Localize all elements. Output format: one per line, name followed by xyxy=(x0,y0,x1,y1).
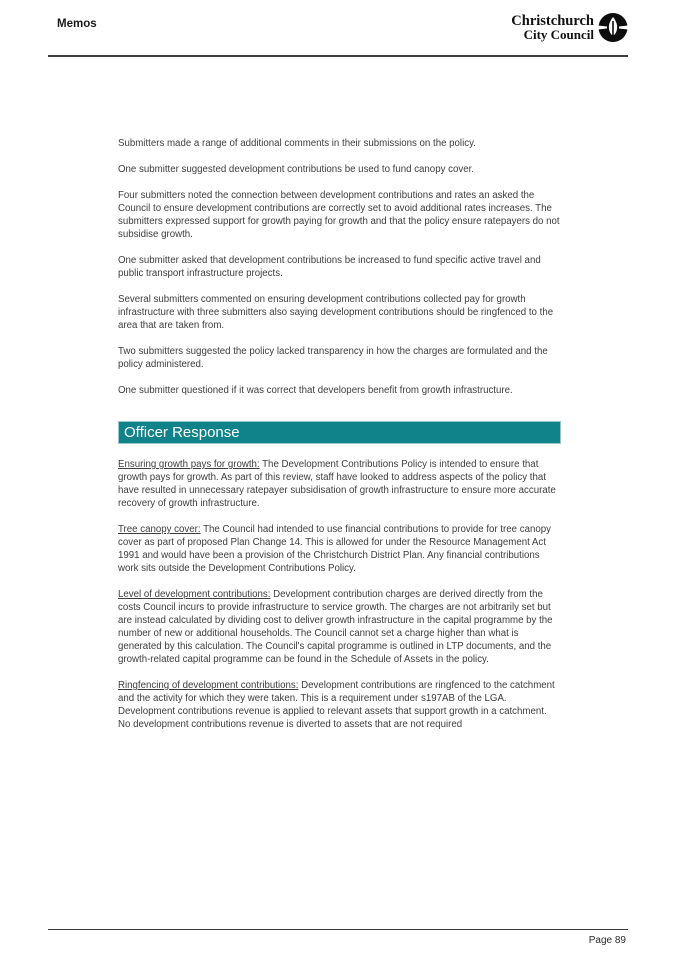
officer-paragraph-text: Development contributions are ringfenced to the catchment and the activity for which they were taken. This is a requirement under s197AB of the LGA. Development contributions revenue is applied to relevant assets that support growth in a catchment. No development contributions revenue is diverted to assets that are not required xyxy=(118,680,555,730)
officer-paragraph xyxy=(118,588,561,666)
officer-paragraph xyxy=(118,523,561,575)
officer-response-banner-label: Officer Response xyxy=(124,424,240,441)
council-emblem-icon xyxy=(598,12,628,43)
council-logo xyxy=(511,12,628,43)
logo-text-line2: City Council xyxy=(523,27,594,43)
officer-response-banner xyxy=(118,421,561,444)
submissions-section xyxy=(118,137,561,397)
body-paragraph: Two submitters suggested the policy lacked transparency in how the charges are formulated and the policy administered. xyxy=(118,346,548,370)
officer-paragraph-lead: Level of development contributions: xyxy=(118,589,271,600)
officer-response-section xyxy=(118,458,561,731)
officer-paragraph-lead: Ensuring growth pays for growth: xyxy=(118,459,260,470)
officer-paragraph-text: The Council had intended to use financial contributions to provide for tree canopy cover as part of proposed Plan Change 14. This is allowed for under the Resource Management Act 1991 and would have been a provision of the Christchurch District Plan. Any financial contributions work sits outside the Development Contributions Policy. xyxy=(118,524,551,574)
body-paragraph: One submitter asked that development contributions be increased to fund specific active travel and public transport infrastructure projects. xyxy=(118,255,541,279)
body-paragraph: One submitter questioned if it was correct that developers benefit from growth infrastructure. xyxy=(118,385,513,396)
body-paragraph: Several submitters commented on ensuring development contributions collected pay for growth infrastructure with three submitters also saying development contributions should be ringfenced to the area that are taken from. xyxy=(118,294,554,331)
logo-text-line1: Christchurch xyxy=(511,12,594,29)
body-paragraph: One submitter suggested development contributions be used to fund canopy cover. xyxy=(118,164,474,175)
body-paragraph: Four submitters noted the connection between development contributions and rates an asked the Council to ensure development contributions are correctly set to avoid additional rates increases. The submitters expressed support for growth paying for growth and that the policy ensure ratepayers do not subsidise growth. xyxy=(118,190,560,240)
document-body xyxy=(118,137,561,744)
header-title: Memos xyxy=(57,18,97,30)
officer-paragraph xyxy=(118,458,561,510)
page-header xyxy=(48,0,628,57)
page-number: Page 89 xyxy=(588,935,626,946)
officer-paragraph xyxy=(118,679,561,731)
officer-paragraph-text: The Development Contributions Policy is intended to ensure that growth pays for growth. As part of this review, staff have looked to address aspects of the policy that have resulted in unnecessary ratepayer subsidisation of growth infrastructure to ensure more accurate recovery of growth infrastructure. xyxy=(118,459,556,509)
officer-paragraph-lead: Tree canopy cover: xyxy=(118,524,201,535)
body-paragraph: Submitters made a range of additional comments in their submissions on the policy. xyxy=(118,138,476,149)
officer-paragraph-text: Development contribution charges are derived directly from the costs Council incurs to provide infrastructure to service growth. The charges are not arbitrarily set but are instead calculated by dividing cost to deliver growth infrastructure in the capital programme by the number of new or additional households. The Council cannot set a charge higher than what is generated by this calculation. The Council's capital programme is outlined in LTP documents, and the growth-related capital programme can be found in the Schedule of Assets in the policy. xyxy=(118,589,553,665)
council-logo-text xyxy=(511,14,594,42)
officer-paragraph-lead: Ringfencing of development contributions: xyxy=(118,680,299,691)
page-footer xyxy=(48,929,628,948)
